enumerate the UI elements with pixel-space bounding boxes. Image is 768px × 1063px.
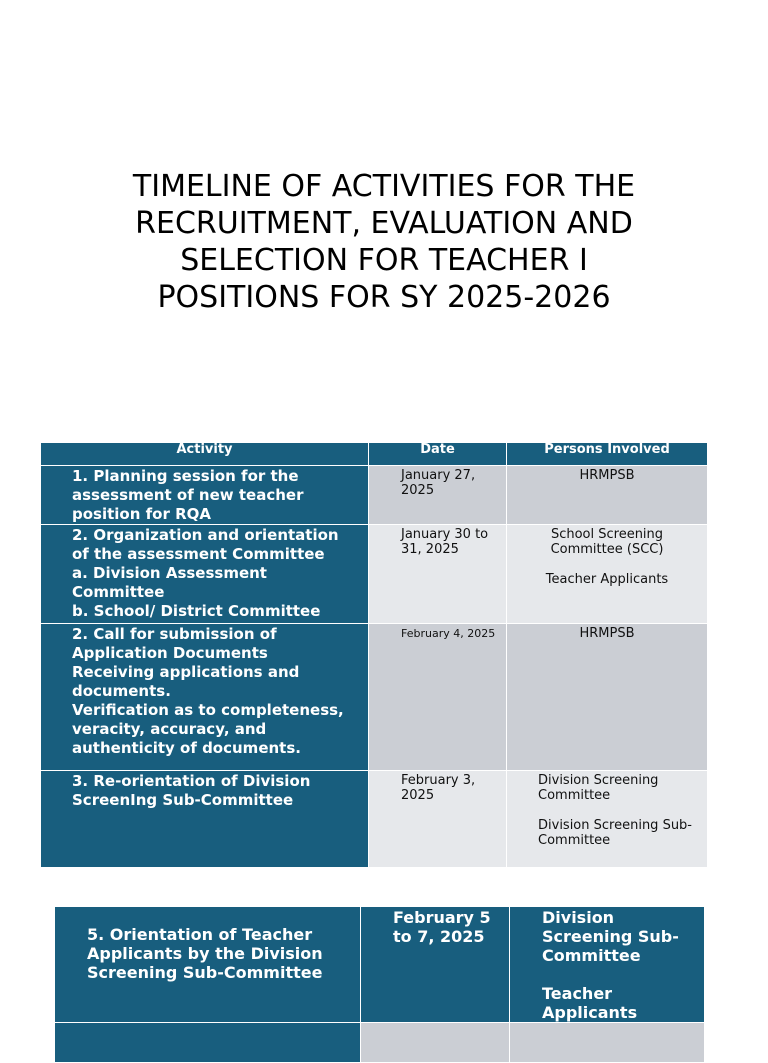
date-cell: February 3, 2025 [369, 771, 507, 868]
header-activity: Activity [41, 443, 369, 466]
timeline-table-continued [54, 906, 705, 1063]
persons-cell: HRMPSB [507, 624, 708, 771]
table-row [55, 907, 705, 1023]
activity-cell: 2. Call for submission of Application Documents Receiving applications and documents. Verification as to completeness, veracity, accuracy, and authenticity of documents. [41, 624, 369, 771]
table-header-row [41, 443, 708, 466]
persons-cell: Division Screening Committee Division Screening Sub- Committee [507, 771, 708, 868]
activity-cell: 5. Orientation of Teacher Applicants by the Division Screening Sub-Committee [55, 907, 361, 1023]
table-row-partial [55, 1023, 705, 1063]
header-persons-involved: Persons Involved [507, 443, 708, 466]
activity-cell [55, 1023, 361, 1063]
activity-cell: 2. Organization and orientation of the assessment Committee a. Division Assessment Committee b. School/ District Committee [41, 525, 369, 624]
persons-cell: HRMPSB [507, 466, 708, 525]
page-title: TIMELINE OF ACTIVITIES FOR THE RECRUITMENT, EVALUATION AND SELECTION FOR TEACHER I POSITIONS FOR SY 2025-2026 [132, 169, 636, 315]
persons-cell [510, 1023, 705, 1063]
date-cell: January 30 to 31, 2025 [369, 525, 507, 624]
table-row [41, 466, 708, 525]
activity-cell: 1. Planning session for the assessment of new teacher position for RQA [41, 466, 369, 525]
date-cell [361, 1023, 510, 1063]
table-row [41, 771, 708, 868]
date-cell: February 5 to 7, 2025 [361, 907, 510, 1023]
table-row [41, 525, 708, 624]
date-cell: January 27, 2025 [369, 466, 507, 525]
persons-cell: School Screening Committee (SCC) Teacher Applicants [507, 525, 708, 624]
date-cell: February 4, 2025 [369, 624, 507, 771]
timeline-table [40, 442, 708, 868]
table-row [41, 624, 708, 771]
persons-cell: Division Screening Sub- Committee Teacher Applicants [510, 907, 705, 1023]
activity-cell: 3. Re-orientation of Division ScreenIng Sub-Committee [41, 771, 369, 868]
header-date: Date [369, 443, 507, 466]
